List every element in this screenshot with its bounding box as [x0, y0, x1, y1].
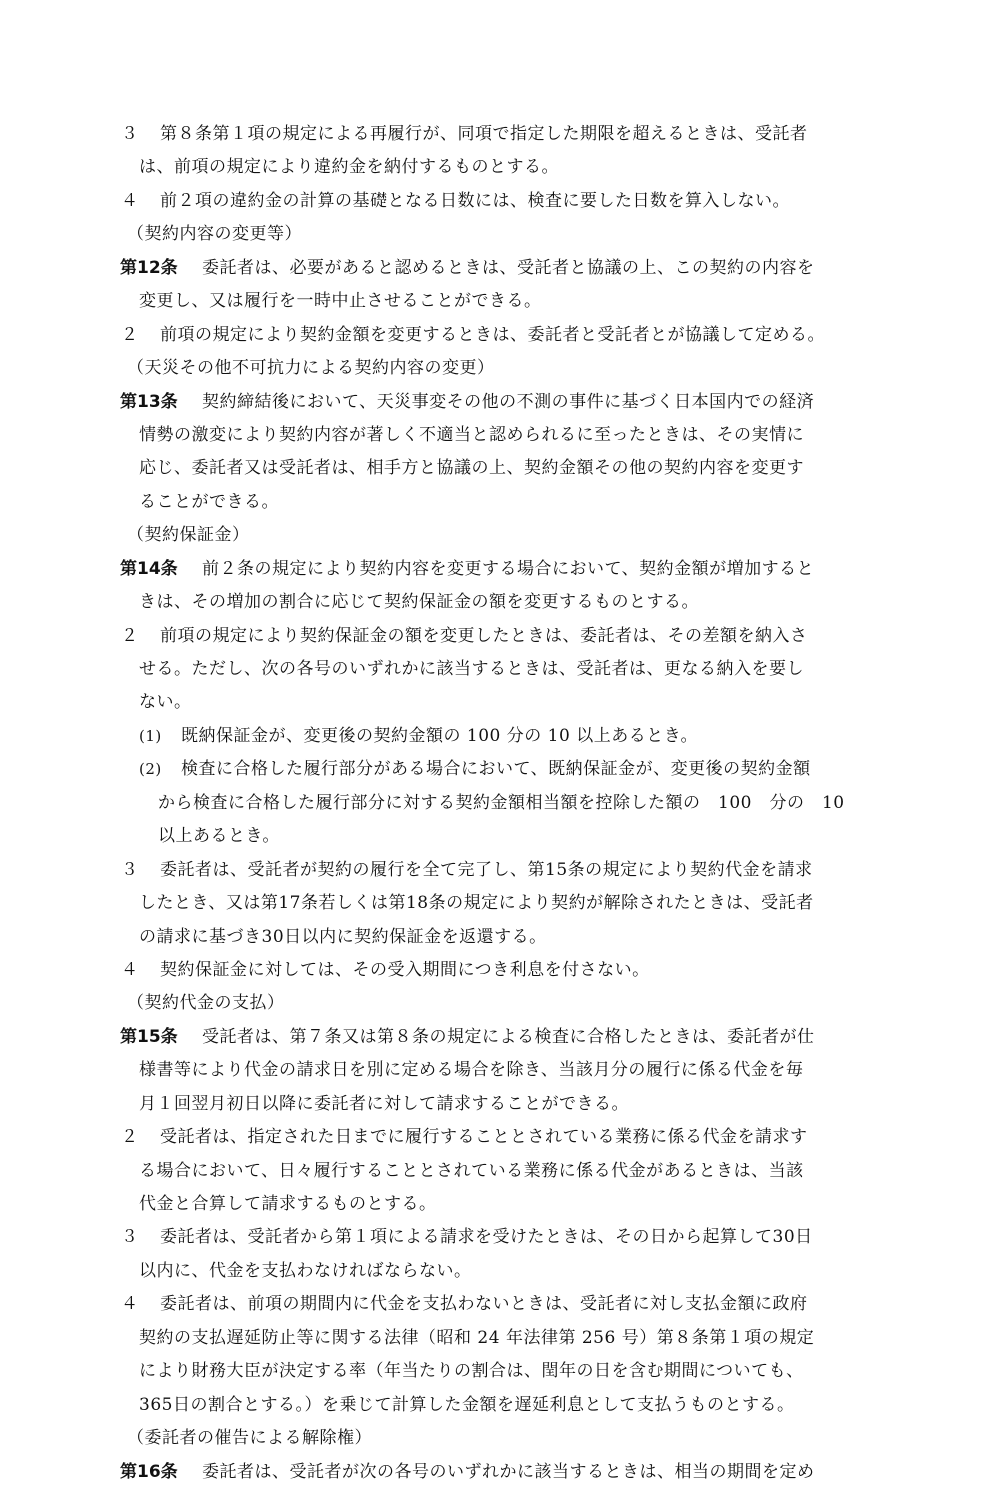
paragraph-text: 契約の支払遅延防止等に関する法律（昭和 24 年法律第 256 号）第８条第１項の規定 — [139, 1327, 815, 1348]
paragraph-text: は、前項の規定により違約金を納付するものとする。 — [139, 157, 559, 178]
paragraph-number: ４ — [121, 959, 139, 980]
article-line — [0, 1021, 1000, 1054]
paragraph-text: ることができる。 — [139, 491, 279, 512]
paragraph-text: 委託者は、前項の期間内に代金を支払わないときは、受託者に対し支払金額に政府 — [160, 1294, 808, 1315]
paragraph-text: 委託者は、受託者が契約の履行を全て完了し、第15条の規定により契約代金を請求 — [160, 859, 813, 880]
item-text: 既納保証金が、変更後の契約金額の 100 分の 10 以上あるとき。 — [181, 725, 699, 746]
paragraph-line — [0, 1221, 1000, 1254]
continuation-line — [0, 452, 1000, 485]
item-continuation-line — [0, 820, 1000, 853]
heading-text: （天災その他不可抗力による契約内容の変更） — [127, 358, 495, 379]
article-heading — [0, 1422, 1000, 1455]
paragraph-text: の請求に基づき30日以内に契約保証金を返還する。 — [139, 926, 547, 947]
item-line — [0, 720, 1000, 753]
article-heading — [0, 519, 1000, 552]
article-text: 委託者は、必要があると認めるときは、受託者と協議の上、この契約の内容を — [202, 257, 815, 278]
paragraph-text: 変更し、又は履行を一時中止させることができる。 — [139, 291, 542, 312]
paragraph-text: 応じ、委託者又は受託者は、相手方と協議の上、契約金額その他の契約内容を変更す — [139, 458, 804, 479]
paragraph-line — [0, 1121, 1000, 1154]
paragraph-number: ３ — [121, 124, 139, 144]
heading-text: （契約代金の支払） — [127, 993, 285, 1014]
item-continuation-line — [0, 787, 1000, 820]
paragraph-line — [0, 319, 1000, 352]
article-line — [0, 1456, 1000, 1489]
continuation-line — [0, 1155, 1000, 1188]
article-number: 第15条 — [120, 1026, 178, 1047]
article-heading — [0, 987, 1000, 1020]
paragraph-text: 月１回翌月初日以降に委託者に対して請求することができる。 — [139, 1093, 629, 1114]
paragraph-text: 前項の規定により契約保証金の額を変更したときは、委託者は、その差額を納入さ — [160, 625, 808, 646]
continuation-line — [0, 1355, 1000, 1388]
continuation-line — [0, 921, 1000, 954]
paragraph-line — [0, 954, 1000, 987]
paragraph-number: ２ — [121, 324, 139, 345]
paragraph-text: る場合において、日々履行することとされている業務に係る代金があるときは、当該 — [139, 1160, 804, 1181]
item-line — [0, 753, 1000, 786]
paragraph-text: 受託者は、指定された日までに履行することとされている業務に係る代金を請求す — [160, 1127, 808, 1148]
paragraph-line — [0, 854, 1000, 887]
article-text: 前２条の規定により契約内容を変更する場合において、契約金額が増加すると — [202, 558, 815, 579]
paragraph-text: ない。 — [139, 692, 192, 713]
article-text: 契約締結後において、天災事変その他の不測の事件に基づく日本国内での経済 — [202, 391, 815, 412]
heading-text: （契約内容の変更等） — [127, 224, 302, 245]
paragraph-number: ３ — [121, 859, 139, 880]
paragraph-text: きは、その増加の割合に応じて契約保証金の額を変更するものとする。 — [139, 592, 699, 613]
paragraph-number: ４ — [121, 190, 139, 211]
article-heading — [0, 352, 1000, 385]
continuation-line — [0, 285, 1000, 318]
paragraph-line — [0, 1288, 1000, 1321]
paragraph-text: 前項の規定により契約金額を変更するときは、委託者と受託者とが協議して定める。 — [160, 324, 825, 345]
paragraph-text: 情勢の激変により契約内容が著しく不適当と認められるに至ったときは、その実情に — [139, 424, 804, 445]
paragraph-number: ２ — [121, 1127, 139, 1148]
document-page — [0, 118, 1000, 1489]
item-number: (2) — [139, 760, 162, 779]
paragraph-text: 契約保証金に対しては、その受入期間につき利息を付さない。 — [160, 959, 650, 980]
paragraph-line — [0, 185, 1000, 218]
paragraph-number: ４ — [121, 1294, 139, 1315]
continuation-line — [0, 1088, 1000, 1121]
continuation-line — [0, 653, 1000, 686]
paragraph-line — [0, 118, 1000, 151]
article-line — [0, 252, 1000, 285]
continuation-line — [0, 887, 1000, 920]
continuation-line — [0, 486, 1000, 519]
article-number: 第12条 — [120, 257, 178, 278]
item-text: 検査に合格した履行部分がある場合において、既納保証金が、変更後の契約金額 — [181, 759, 811, 780]
article-text: 受託者は、第７条又は第８条の規定による検査に合格したときは、委託者が仕 — [202, 1026, 815, 1047]
continuation-line — [0, 151, 1000, 184]
continuation-line — [0, 1322, 1000, 1355]
article-heading — [0, 218, 1000, 251]
item-text: 以上あるとき。 — [158, 826, 280, 847]
paragraph-text: 様書等により代金の請求日を別に定める場合を除き、当該月分の履行に係る代金を毎 — [139, 1060, 804, 1081]
heading-text: （契約保証金） — [127, 525, 250, 546]
article-line — [0, 553, 1000, 586]
paragraph-text: 前２項の違約金の計算の基礎となる日数には、検査に要した日数を算入しない。 — [160, 190, 790, 211]
paragraph-number: ３ — [121, 1227, 139, 1248]
paragraph-text: により財務大臣が決定する率（年当たりの割合は、閏年の日を含む期間についても、 — [139, 1361, 804, 1382]
paragraph-text: 委託者は、受託者から第１項による請求を受けたときは、その日から起算して30日 — [160, 1227, 813, 1248]
item-text: から検査に合格した履行部分に対する契約金額相当額を控除した額の 100 分の 10 — [158, 792, 845, 813]
paragraph-number: ２ — [121, 625, 139, 646]
paragraph-text: 代金と合算して請求するものとする。 — [139, 1194, 437, 1214]
paragraph-text: 以内に、代金を支払わなければならない。 — [139, 1260, 472, 1281]
continuation-line — [0, 1255, 1000, 1288]
article-number: 第13条 — [120, 391, 178, 412]
continuation-line — [0, 586, 1000, 619]
continuation-line — [0, 1054, 1000, 1087]
paragraph-text: せる。ただし、次の各号のいずれかに該当するときは、受託者は、更なる納入を要し — [139, 659, 804, 679]
article-number: 第16条 — [120, 1461, 178, 1482]
article-line — [0, 386, 1000, 419]
continuation-line — [0, 419, 1000, 452]
paragraph-text: したとき、又は第17条若しくは第18条の規定により契約が解除されたときは、受託者 — [139, 893, 814, 914]
paragraph-line — [0, 620, 1000, 653]
article-text: 委託者は、受託者が次の各号のいずれかに該当するときは、相当の期間を定め — [202, 1461, 815, 1482]
paragraph-text: 第８条第１項の規定による再履行が、同項で指定した期限を超えるときは、受託者 — [160, 124, 808, 144]
item-number: (1) — [139, 726, 162, 745]
continuation-line — [0, 1389, 1000, 1422]
paragraph-text: 365日の割合とする。）を乗じて計算した金額を遅延利息として支払うものとする。 — [139, 1394, 795, 1415]
continuation-line — [0, 686, 1000, 719]
article-number: 第14条 — [120, 558, 178, 579]
heading-text: （委託者の催告による解除権） — [127, 1428, 372, 1449]
continuation-line — [0, 1188, 1000, 1221]
